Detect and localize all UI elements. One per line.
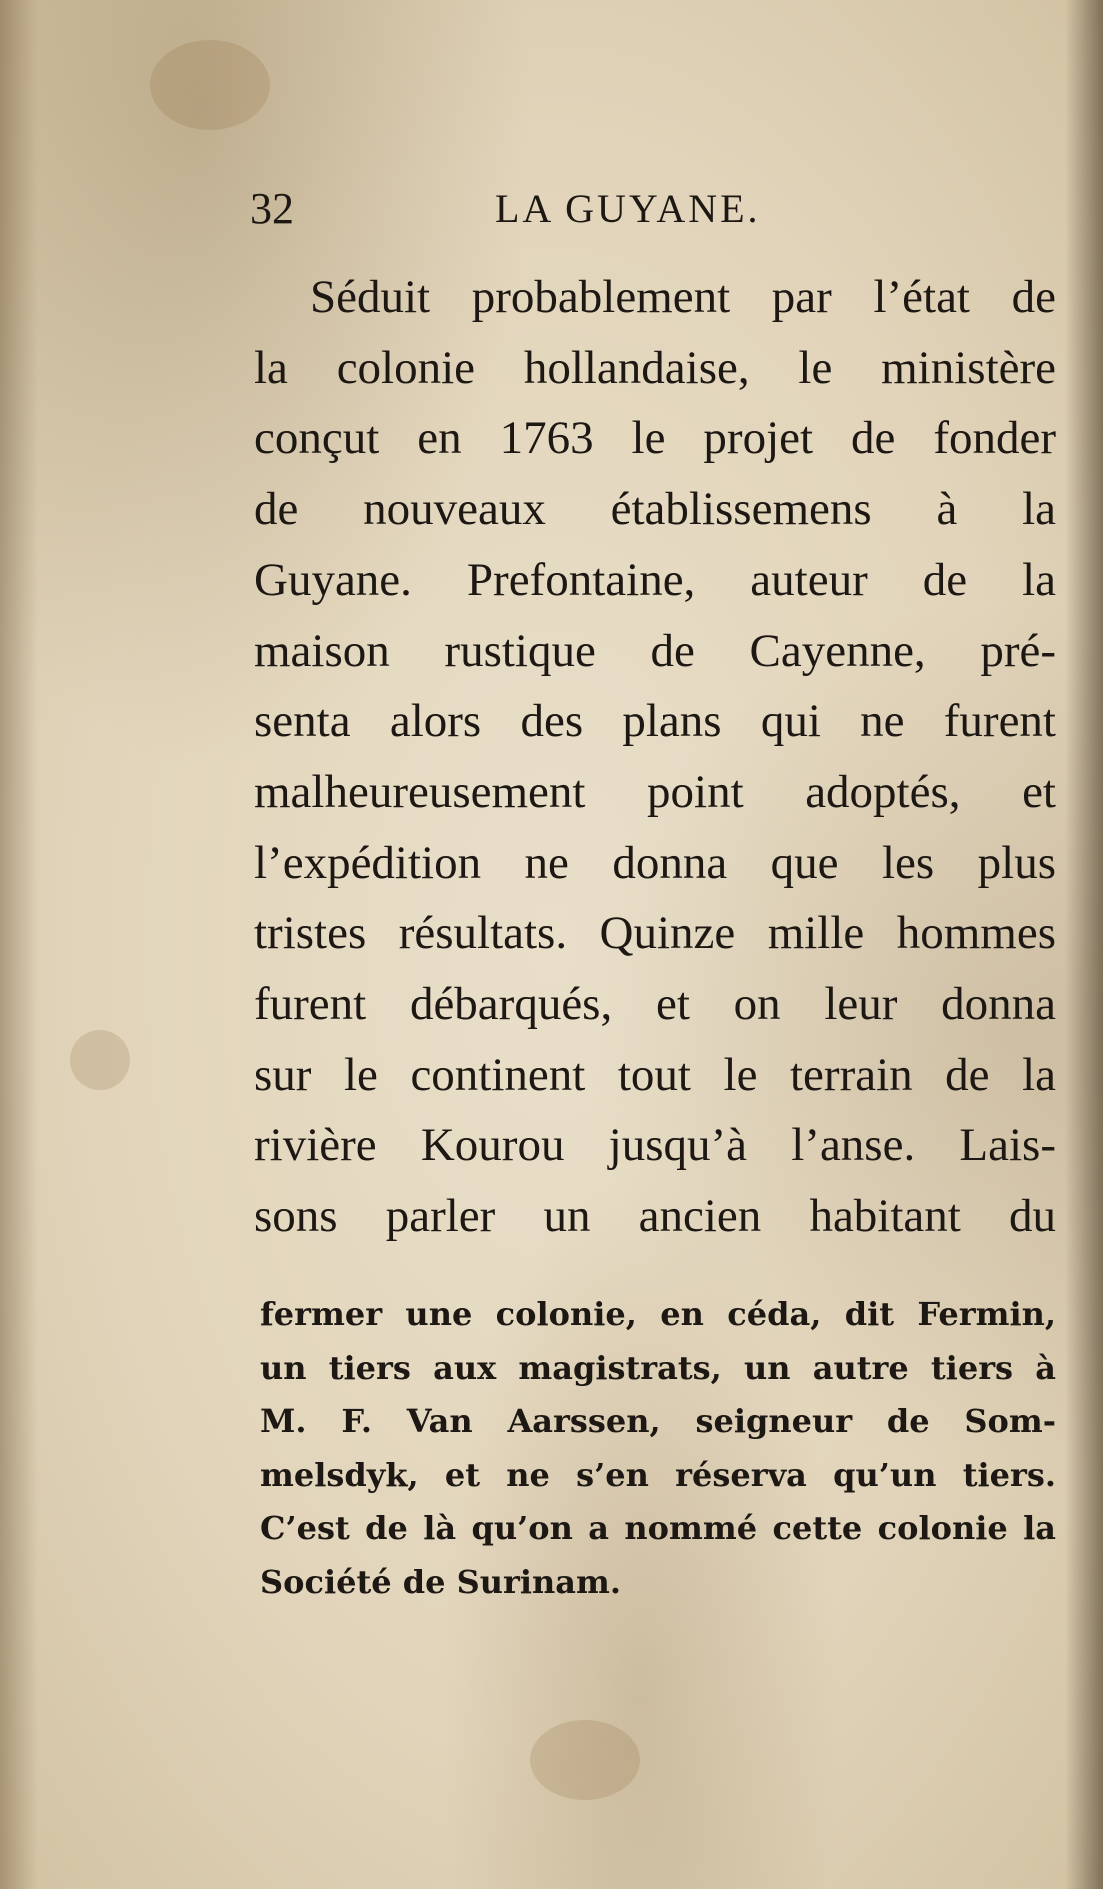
footnote-line: un tiers aux magistrats, un autre tiers à (260, 1348, 1056, 1387)
footnote-line: melsdyk, et ne s’en réserva qu’un tiers. (260, 1455, 1056, 1494)
text-line: la colonie hollandaise, le ministère (254, 341, 1056, 394)
text-line: l’expédition ne donna que les plus (254, 836, 1056, 889)
page-edge-shadow-right (1065, 0, 1103, 1889)
text-line: Séduit probablement par l’état de (310, 271, 1056, 323)
text-line: sur le continent tout le terrain de la (254, 1048, 1056, 1101)
paper-stain (70, 1030, 130, 1090)
paper-stain (150, 40, 270, 130)
text-line: maison rustique de Cayenne, pré- (254, 624, 1056, 677)
page-header (250, 178, 1050, 240)
footnote-line: Société de Surinam. (260, 1562, 621, 1601)
running-title: LA GUYANE. (495, 186, 761, 231)
text-line: senta alors des plans qui ne furent (254, 695, 1056, 748)
text-line: conçut en 1763 le projet de fonder (254, 412, 1056, 465)
footnote-line: M. F. Van Aarssen, seigneur de Som- (260, 1402, 1056, 1440)
paper-stain (530, 1720, 640, 1800)
footnote (260, 1288, 1056, 1609)
footnote-line: fermer une colonie, en céda, dit Fermin, (260, 1295, 1056, 1333)
text-line: furent débarqués, et on leur donna (254, 978, 1056, 1031)
text-line: rivière Kourou jusqu’à l’anse. Lais- (254, 1119, 1056, 1172)
text-line: tristes résultats. Quinze mille hommes (254, 907, 1056, 960)
text-line: de nouveaux établissemens à la (254, 483, 1056, 536)
text-line: sons parler un ancien habitant du (254, 1190, 1056, 1243)
text-line: Guyane. Prefontaine, auteur de la (254, 553, 1056, 606)
page-number: 32 (250, 184, 294, 233)
footnote-line: C’est de là qu’on a nommé cette colonie la (260, 1509, 1056, 1547)
text-line: malheureusement point adoptés, et (254, 765, 1056, 818)
main-text (254, 262, 1056, 1252)
page-edge-shadow-left (0, 0, 38, 1889)
